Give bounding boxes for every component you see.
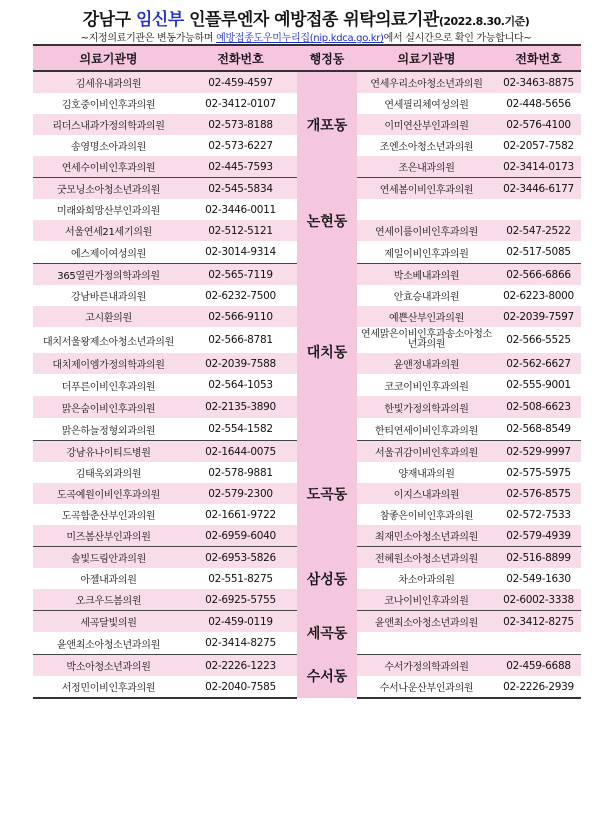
clinic-name: 윤앤정내과의원: [357, 353, 496, 374]
table-row: [33, 611, 581, 633]
clinic-name: [357, 199, 496, 220]
clinic-name: 윤앤최소아청소년과의원: [33, 632, 184, 655]
clinic-phone: 02-2135-3890: [184, 396, 297, 418]
clinic-name: 송영명소아과의원: [33, 135, 184, 156]
clinic-name: 연세수이비인후과의원: [33, 156, 184, 178]
clinic-name: 서정민이비인후과의원: [33, 676, 184, 698]
clinic-name: 코코이비인후과의원: [357, 374, 496, 396]
clinic-phone: 02-566-9110: [184, 306, 297, 327]
col-header-left-phone: 전화번호: [184, 45, 297, 71]
clinic-phone: 02-516-8899: [496, 547, 581, 569]
clinic-phone: 02-512-5121: [184, 220, 297, 241]
clinic-name: 대치제이엠가정의학과의원: [33, 353, 184, 374]
clinic-phone: 02-529-9997: [496, 441, 581, 463]
clinic-name: 에스제이여성의원: [33, 241, 184, 264]
clinic-name: 제일이비인후과의원: [357, 241, 496, 264]
clinic-phone: 02-6959-6040: [184, 525, 297, 547]
clinic-name: 차소아과의원: [357, 568, 496, 589]
clinic-phone: [496, 199, 581, 220]
clinic-phone: 02-573-6227: [184, 135, 297, 156]
col-header-left-name: 의료기관명: [33, 45, 184, 71]
clinic-phone: 02-562-6627: [496, 353, 581, 374]
clinic-name: 참좋은이비인후과의원: [357, 504, 496, 525]
clinic-name: 김태욱외과의원: [33, 462, 184, 483]
clinic-phone: 02-2040-7585: [184, 676, 297, 698]
clinic-phone: 02-2039-7588: [184, 353, 297, 374]
col-header-right-phone: 전화번호: [496, 45, 581, 71]
clinic-name: 수서나운산부인과의원: [357, 676, 496, 698]
clinic-phone: 02-508-6623: [496, 396, 581, 418]
clinic-phone: 02-459-6688: [496, 655, 581, 677]
dong-label: 삼성동: [297, 547, 357, 611]
clinic-table: [33, 44, 581, 699]
clinic-phone: 02-568-8549: [496, 418, 581, 441]
clinic-name: 윤앤최소아청소년과의원: [357, 611, 496, 633]
clinic-phone: 02-579-2300: [184, 483, 297, 504]
clinic-name: 양재내과의원: [357, 462, 496, 483]
clinic-name: 박소베내과의원: [357, 264, 496, 286]
clinic-phone: 02-3412-8275: [496, 611, 581, 633]
clinic-phone: 02-555-9001: [496, 374, 581, 396]
clinic-phone: 02-576-8575: [496, 483, 581, 504]
clinic-name: 연세필리체여성의원: [357, 93, 496, 114]
clinic-name: 이지스내과의원: [357, 483, 496, 504]
clinic-name: 이미연산부인과의원: [357, 114, 496, 135]
clinic-phone: 02-572-7533: [496, 504, 581, 525]
clinic-name: 리더스내과가정의학과의원: [33, 114, 184, 135]
clinic-name: 전혜원소아청소년과의원: [357, 547, 496, 569]
clinic-phone: 02-566-5525: [496, 327, 581, 353]
clinic-phone: 02-445-7593: [184, 156, 297, 178]
clinic-phone: 02-3446-6177: [496, 178, 581, 200]
clinic-phone: 02-2039-7597: [496, 306, 581, 327]
clinic-phone: 02-578-9881: [184, 462, 297, 483]
page-title: 강남구 임신부 인플루엔자 예방접종 위탁의료기관(2022.8.30.기준): [82, 10, 530, 30]
clinic-name: 연세우리소아청소년과의원: [357, 71, 496, 93]
clinic-name: [357, 632, 496, 655]
clinic-name: 고시환의원: [33, 306, 184, 327]
clinic-name: 박소아청소년과의원: [33, 655, 184, 677]
dong-label: 개포동: [297, 71, 357, 178]
clinic-phone: 02-3446-0011: [184, 199, 297, 220]
clinic-name: 연세맑은이비인후과송소아청소년과의원: [357, 327, 496, 353]
clinic-name: 솔빛드림안과의원: [33, 547, 184, 569]
dong-label: 대치동: [297, 264, 357, 441]
clinic-phone: 02-1661-9722: [184, 504, 297, 525]
clinic-phone: 02-448-5656: [496, 93, 581, 114]
clinic-name: 미래와희망산부인과의원: [33, 199, 184, 220]
clinic-phone: 02-3463-8875: [496, 71, 581, 93]
clinic-phone: 02-6232-7500: [184, 285, 297, 306]
clinic-name: 김호중이비인후과의원: [33, 93, 184, 114]
table-row: [33, 178, 581, 200]
dong-label: 논현동: [297, 178, 357, 264]
clinic-name: 한빛가정의학과의원: [357, 396, 496, 418]
title-highlight: 임신부: [135, 10, 184, 30]
clinic-phone: [496, 632, 581, 655]
clinic-name: 연세이룸이비인후과의원: [357, 220, 496, 241]
clinic-phone: 02-459-0119: [184, 611, 297, 633]
dong-label: 세곡동: [297, 611, 357, 655]
clinic-name: 세곡달빛의원: [33, 611, 184, 633]
clinic-name: 365열린가정의학과의원: [33, 264, 184, 286]
clinic-phone: 02-3414-0173: [496, 156, 581, 178]
clinic-name: 수서가정의학과의원: [357, 655, 496, 677]
clinic-phone: 02-566-8781: [184, 327, 297, 353]
clinic-phone: 02-549-1630: [496, 568, 581, 589]
clinic-phone: 02-2226-2939: [496, 676, 581, 698]
clinic-name: 강남바른내과의원: [33, 285, 184, 306]
clinic-name: 조은내과의원: [357, 156, 496, 178]
clinic-phone: 02-6925-5755: [184, 589, 297, 611]
clinic-phone: 02-547-2522: [496, 220, 581, 241]
clinic-name: 도곡함춘산부인과의원: [33, 504, 184, 525]
nip-link[interactable]: 예방접종도우미누리집(nip.kdca.go.kr): [216, 33, 384, 44]
table-row: [33, 655, 581, 677]
clinic-phone: 02-566-6866: [496, 264, 581, 286]
clinic-name: 예쁜산부인과의원: [357, 306, 496, 327]
clinic-name: 최재민소아청소년과의원: [357, 525, 496, 547]
clinic-phone: 02-3414-8275: [184, 632, 297, 655]
clinic-name: 서울귀감이비인후과의원: [357, 441, 496, 463]
clinic-name: 아젤내과의원: [33, 568, 184, 589]
clinic-name: 코나이비인후과의원: [357, 589, 496, 611]
clinic-phone: 02-576-4100: [496, 114, 581, 135]
clinic-phone: 02-6223-8000: [496, 285, 581, 306]
clinic-phone: 02-459-4597: [184, 71, 297, 93]
clinic-name: 더푸른이비인후과의원: [33, 374, 184, 396]
table-header-row: [33, 45, 581, 71]
clinic-phone: 02-575-5975: [496, 462, 581, 483]
clinic-name: 조엔소아청소년과의원: [357, 135, 496, 156]
col-header-dong: 행정동: [297, 45, 357, 71]
clinic-name: 대치서울왕제소아청소년과의원: [33, 327, 184, 353]
clinic-name: 안효승내과의원: [357, 285, 496, 306]
clinic-name: 맑은하늘정형외과의원: [33, 418, 184, 441]
clinic-name: 연세봄이비인후과의원: [357, 178, 496, 200]
clinic-phone: 02-565-7119: [184, 264, 297, 286]
dong-label: 수서동: [297, 655, 357, 699]
dong-label: 도곡동: [297, 441, 357, 547]
table-row: [33, 547, 581, 569]
clinic-name: 한티연세이비인후과의원: [357, 418, 496, 441]
clinic-name: 굿모닝소아청소년과의원: [33, 178, 184, 200]
clinic-name: 서울연세21세기의원: [33, 220, 184, 241]
clinic-phone: 02-2057-7582: [496, 135, 581, 156]
clinic-phone: 02-6002-3338: [496, 589, 581, 611]
table-row: [33, 71, 581, 93]
clinic-phone: 02-554-1582: [184, 418, 297, 441]
clinic-phone: 02-1644-0075: [184, 441, 297, 463]
clinic-phone: 02-517-5085: [496, 241, 581, 264]
clinic-phone: 02-3014-9314: [184, 241, 297, 264]
table-row: [33, 264, 581, 286]
clinic-name: 김세유내과의원: [33, 71, 184, 93]
clinic-name: 도곡예원이비인후과의원: [33, 483, 184, 504]
clinic-phone: 02-545-5834: [184, 178, 297, 200]
clinic-name: 미즈봄산부인과의원: [33, 525, 184, 547]
clinic-phone: 02-6953-5826: [184, 547, 297, 569]
clinic-name: 강남유나이티드병원: [33, 441, 184, 463]
clinic-phone: 02-2226-1223: [184, 655, 297, 677]
clinic-phone: 02-564-1053: [184, 374, 297, 396]
clinic-name: 오크우드봄의원: [33, 589, 184, 611]
clinic-phone: 02-551-8275: [184, 568, 297, 589]
clinic-phone: 02-573-8188: [184, 114, 297, 135]
clinic-phone: 02-3412-0107: [184, 93, 297, 114]
col-header-right-name: 의료기관명: [357, 45, 496, 71]
clinic-phone: 02-579-4939: [496, 525, 581, 547]
title-date: (2022.8.30.기준): [438, 15, 530, 28]
subtitle: ~지정의료기관은 변동가능하며 예방접종도우미누리집(nip.kdca.go.kr)에서 실시간으로 확인 가능합니다~: [80, 33, 532, 44]
clinic-name: 맑은숨이비인후과의원: [33, 396, 184, 418]
table-row: [33, 441, 581, 463]
